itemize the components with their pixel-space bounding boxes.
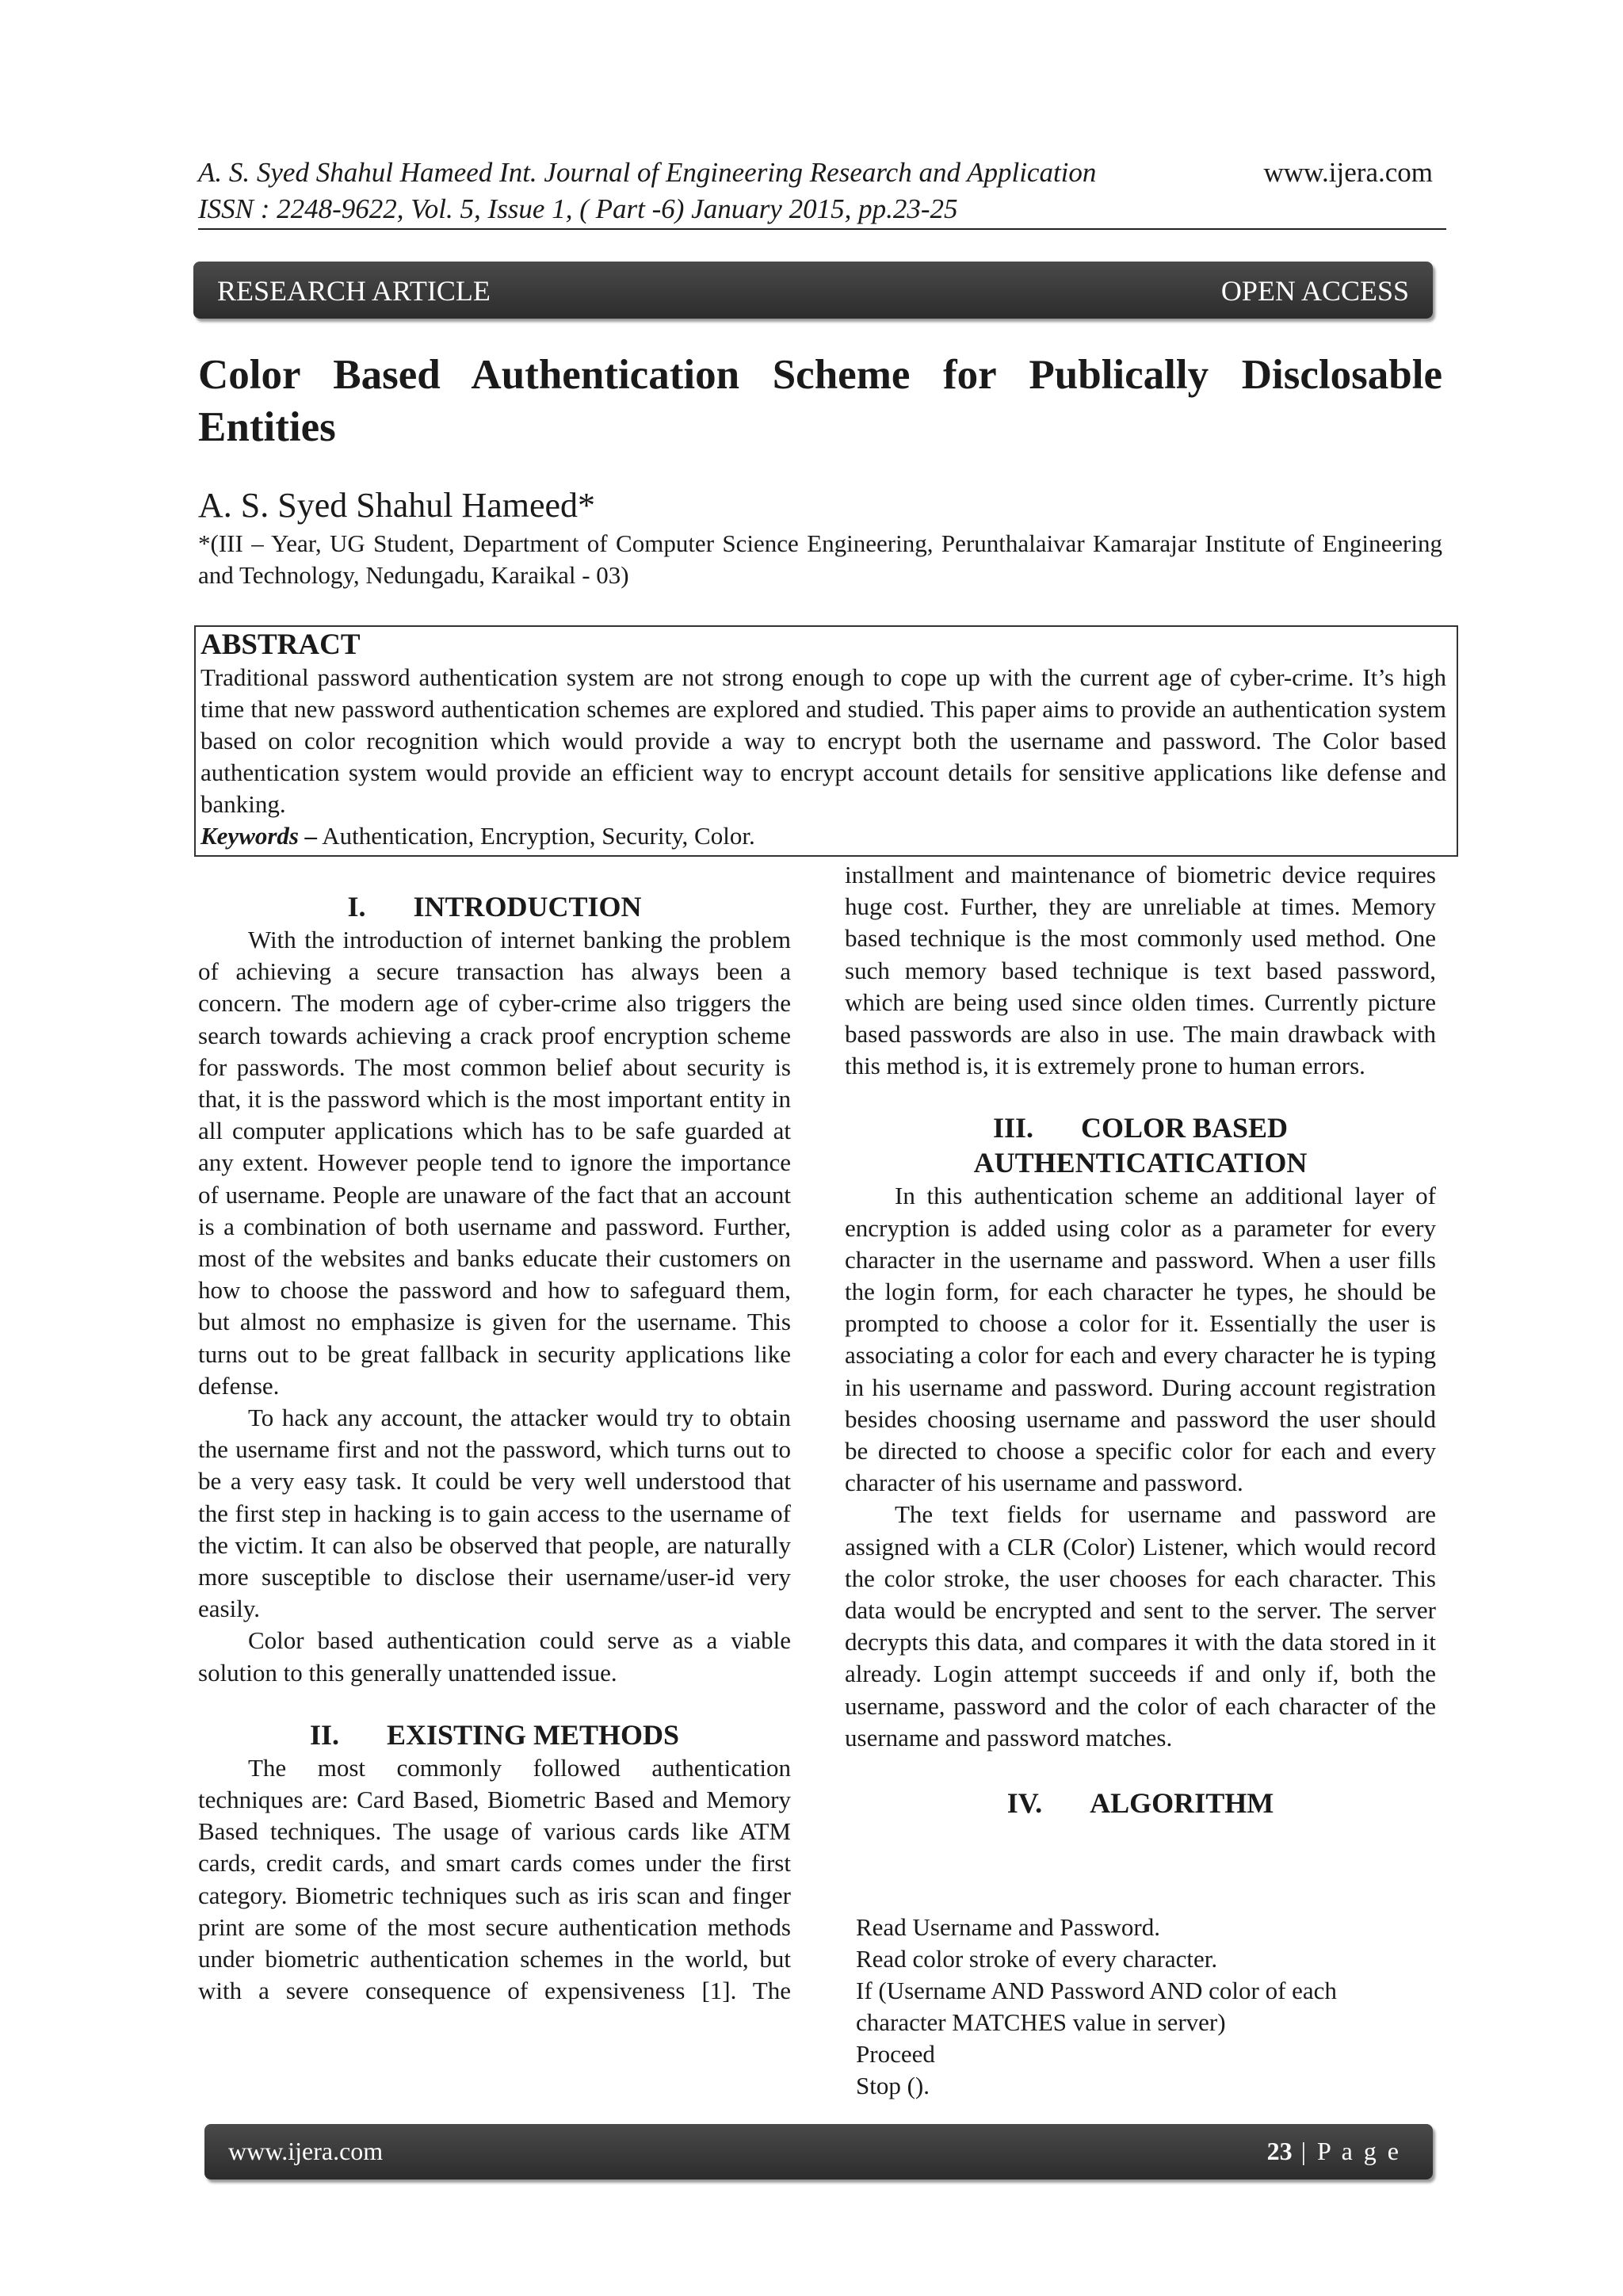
- title-line-2: Entities: [198, 404, 336, 450]
- intro-paragraph-3: Color based authentication could serve as a viable solution to this generally unattended issue.: [198, 1626, 791, 1687]
- research-article-label: RESEARCH ARTICLE: [217, 275, 491, 307]
- abstract-text: Traditional password authentication system are not strong enough to cope up with the current age of cyber-crime. It’s high time that new password authentication schemes are explored and studied. This paper aims to provide an authentication system based on color recognition which would provide a way to encrypt both the username and password. The Color based authentication system would provide an efficient way to encrypt account details for sensitive applications like defense and banking.: [200, 663, 1446, 818]
- page-label: | P a g e: [1292, 2137, 1401, 2165]
- article-type-banner: [193, 262, 1433, 319]
- section-heading-existing-methods: II. EXISTING METHODS: [309, 1718, 680, 1751]
- title-line-1: Color Based Authentication Scheme for Publically Disclosable: [198, 352, 1442, 398]
- page-footer: [204, 2124, 1433, 2179]
- algorithm-line: Stop ().: [856, 2072, 930, 2099]
- abstract-heading: ABSTRACT: [200, 628, 361, 661]
- color-paragraph-1: In this authentication scheme an additional layer of encryption is added using color as a parameter for every character in the username and password. When a user fills the login form, for each character he types, he should be prompted to choose a color for it. Essentially the user is associating a color for each and every character he is typing in his username and password. During account registration besides choosing username and password the user should be directed to choose a specific color for each and every character of his username and password.: [845, 1182, 1436, 1497]
- header-divider: [198, 228, 1446, 230]
- existing-paragraph-1: The most commonly followed authentication techniques are: Card Based, Biometric Based and Memory Based techniques. The usage of various cards like ATM cards, credit cards, and smart cards comes under the first category. Biometric techniques such as iris scan and finger print are some of the most secure authentication methods under biometric authentication schemes in the world, but with a severe consequence of expensiveness [1]. The: [198, 1753, 791, 2005]
- section-heading-introduction: I. INTRODUCTION: [347, 891, 642, 923]
- footer-website: www.ijera.com: [228, 2137, 384, 2165]
- running-header: [198, 155, 1442, 227]
- algorithm-steps: [856, 1912, 1426, 2102]
- keywords-list: Authentication, Encryption, Security, Color.: [317, 822, 755, 850]
- author-name: A. S. Syed Shahul Hameed*: [198, 486, 596, 525]
- author-affiliation: *(III – Year, UG Student, Department of Computer Science Engineering, Perunthalaivar Kamarajar Institute of Engineering and Technology, Nedungadu, Karaikal - 03): [198, 529, 1442, 589]
- issn-line: ISSN : 2248-9622, Vol. 5, Issue 1, ( Part -6) January 2015, pp.23-25: [198, 193, 958, 224]
- algorithm-line: Read Username and Password.: [856, 1913, 1160, 1941]
- keywords: [200, 820, 1457, 852]
- section-heading-algorithm: IV. ALGORITHM: [1006, 1787, 1274, 1820]
- algorithm-line: Proceed: [856, 2040, 935, 2068]
- algorithm-line: character MATCHES value in server): [856, 2008, 1226, 2036]
- section-heading-color-based: III. COLOR BASED AUTHENTICATICATION: [973, 1112, 1308, 1179]
- algorithm-line: If (Username AND Password AND color of each: [856, 1977, 1337, 2004]
- existing-paragraph-continued: installment and maintenance of biometric device requires huge cost. Further, they are unreliable at times. Memory based technique is the most commonly used method. One such memory based technique is text based password, which are being used since olden times. Currently picture based passwords are also in use. The main drawback with this method is, it is extremely prone to human errors.: [845, 861, 1436, 1080]
- algorithm-line: Read color stroke of every character.: [856, 1945, 1218, 1973]
- left-column: [198, 889, 791, 2008]
- intro-paragraph-1: With the introduction of internet banking the problem of achieving a secure transaction has always been a concern. The modern age of cyber-crime also triggers the search towards achieving a crack proof encryption scheme for passwords. The most common belief about security is that, it is the password which is the most important entity in all computer applications which has to be safe guarded at any extent. However people tend to ignore the importance of username. People are unaware of the fact that an account is a combination of both username and password. Further, most of the websites and banks educate their customers on how to choose the password and how to safeguard them, but almost no emphasize is given for the username. This turns out to be great fallback in security applications like defense.: [198, 926, 791, 1400]
- paper-title: [198, 349, 1442, 453]
- journal-citation: A. S. Syed Shahul Hameed Int. Journal of Engineering Research and Application: [198, 157, 1097, 188]
- page-number-value: 23: [1266, 2137, 1293, 2165]
- right-column: [845, 859, 1436, 1820]
- keywords-label: Keywords –: [200, 822, 318, 850]
- page-number: [1267, 2137, 1401, 2166]
- intro-paragraph-2: To hack any account, the attacker would try to obtain the username first and not the password, which turns out to be a very easy task. It could be very well understood that the first step in hacking is to gain access to the username of the victim. It can also be observed that people, are naturally more susceptible to disclose their username/user-id very easily.: [198, 1404, 791, 1623]
- color-paragraph-2: The text fields for username and password are assigned with a CLR (Color) Listener, which would record the color stroke, the user chooses for each character. This data would be encrypted and sent to the server. The server decrypts this data, and compares it with the data stored in it already. Login attempt succeeds if and only if, both the username, password and the color of each character of the username and password matches.: [845, 1500, 1436, 1752]
- open-access-label: OPEN ACCESS: [1220, 275, 1409, 307]
- abstract-box: [194, 625, 1458, 857]
- journal-website: www.ijera.com: [1263, 157, 1433, 188]
